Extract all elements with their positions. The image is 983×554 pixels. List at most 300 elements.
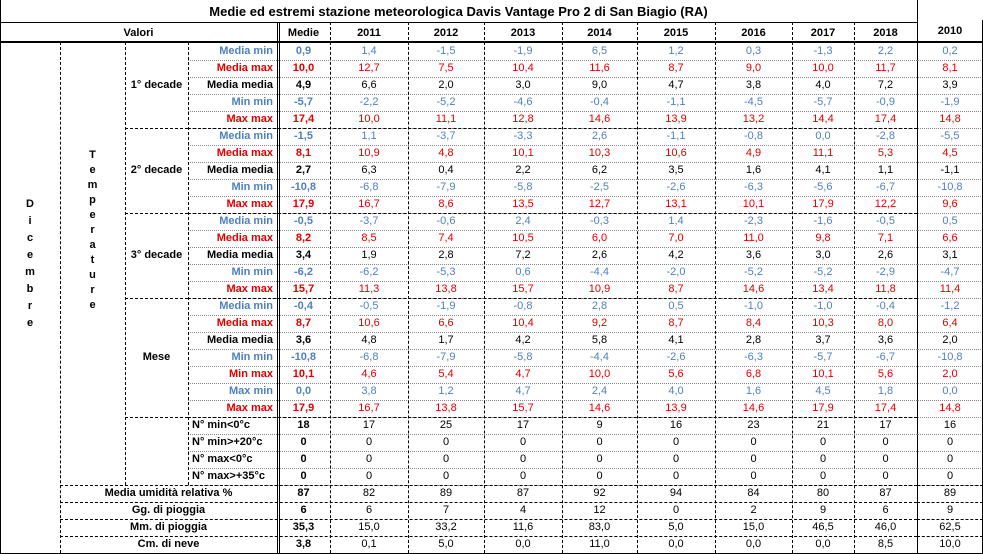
value-cell: -2,3 [744,215,763,227]
row-label: N° max<0°c [192,453,253,465]
header-year-2010: 2010 [937,24,963,37]
bottom-value-cell: 5,0 [668,521,684,533]
section-letter: T [89,148,96,161]
bottom-value-cell: 11,6 [512,521,534,533]
grid-line-v [484,22,485,553]
value-cell: 4,1 [815,164,831,176]
header-year-2012: 2012 [433,26,459,39]
header-year-2017: 2017 [810,26,836,39]
value-cell: 0 [519,436,527,448]
value-cell: 9,2 [591,317,608,329]
value-cell: 4,8 [361,334,377,346]
value-cell: 0 [750,453,757,465]
value-cell: 3,0 [815,249,831,261]
value-cell: 5,6 [668,368,684,380]
value-cell: 9,0 [591,79,608,91]
section-letter: e [89,208,96,221]
value-cell-2010: 0 [946,470,954,482]
row-label: N° max>+35°c [192,470,266,482]
value-cell: 7,5 [438,62,454,74]
value-cell: 4,9 [745,147,762,159]
value-cell: 2,4 [515,215,531,227]
value-cell: -3,7 [436,130,456,142]
value-cell: -2,6 [666,351,686,363]
value-cell: 15,7 [512,283,534,295]
value-cell: 13,1 [665,198,687,210]
value-cell-2010: 4,5 [942,147,958,159]
bottom-value-cell: 9 [819,504,827,516]
value-cell: 10,6 [358,317,380,329]
value-cell: 0 [750,470,757,482]
value-cell: 15,7 [512,402,534,414]
value-cell: 8,5 [361,232,377,244]
value-cell: 0,6 [515,266,531,278]
value-cell-2010: -1,1 [940,164,960,176]
value-cell: 0 [442,470,450,482]
value-cell: 10,3 [588,147,611,159]
month-letter: c [26,232,34,244]
grid-line-h [917,485,983,486]
value-cell-2010: 0,0 [942,385,958,397]
bottom-value-cell: 0,0 [515,538,531,550]
header-year-2014: 2014 [587,26,612,39]
value-cell: 2,4 [591,385,608,397]
row-label: Media max [216,62,273,74]
row-average: 0 [300,436,307,448]
value-cell: 0 [442,453,450,465]
grid-line-v [715,22,716,553]
value-cell: 10,6 [665,147,687,159]
value-cell: 1,6 [745,164,762,176]
bottom-value-cell: 5,0 [438,538,454,550]
month-letter: i [28,215,32,227]
month-letter: e [26,249,34,261]
value-cell: 6,3 [361,164,377,176]
value-cell: 14,6 [588,113,611,125]
value-cell: -5,2 [436,96,456,108]
value-cell: 3,7 [815,334,831,346]
value-cell-2010: -5,5 [940,130,960,142]
grid-line-h [125,417,188,418]
value-cell: 12,8 [512,113,534,125]
value-cell: -5,8 [513,181,533,193]
row-average: 8,1 [295,147,312,159]
row-label: Media min [219,300,273,312]
value-cell: 0 [672,470,680,482]
value-cell: 3,6 [745,249,762,261]
row-average: 15,7 [292,283,315,295]
value-cell: 10,4 [512,317,534,329]
value-cell: 0 [882,470,889,482]
value-cell: 13,9 [665,402,687,414]
grid-line-v [917,22,918,553]
value-cell: 5,8 [591,334,608,346]
value-cell: 17,9 [812,198,834,210]
bottom-value-cell: 82 [362,487,376,499]
bottom-value-cell: 80 [816,487,830,499]
bottom-value-cell: 92 [593,487,606,499]
value-cell: -0,3 [590,215,609,227]
value-cell: -5,7 [813,351,833,363]
value-cell: 6,2 [591,164,608,176]
value-cell: 5,4 [438,368,454,380]
value-cell: 13,9 [665,113,687,125]
value-cell: 1,7 [438,334,454,346]
row-label: Media min [219,45,273,57]
value-cell-2010: 3,1 [942,249,958,261]
value-cell: -2,8 [876,130,895,142]
bottom-value-cell-2010: 10,0 [939,538,961,550]
value-cell: 2,6 [877,249,894,261]
row-average: 10,1 [292,368,315,380]
row-average: 18 [297,419,310,431]
value-cell: -1,3 [813,45,833,57]
value-cell: -3,3 [513,130,533,142]
grid-line-v [792,22,793,553]
value-cell: 9,8 [815,232,831,244]
value-cell: 10,3 [812,317,834,329]
value-cell: -4,5 [744,96,763,108]
value-cell: -6,7 [876,351,895,363]
value-cell-2010: 14,8 [939,113,961,125]
period-label: 3° decade [130,249,183,261]
row-label: Max max [226,113,273,125]
value-cell: 8,7 [668,283,684,295]
section-letter: r [90,283,95,296]
value-cell: 17 [362,419,376,431]
row-label: Media max [216,147,273,159]
value-cell: -4,6 [513,96,533,108]
row-average: -0,4 [294,300,313,312]
value-cell: 3,5 [668,164,684,176]
value-cell: 1,4 [668,215,684,227]
value-cell: -7,9 [436,181,456,193]
value-cell: 2,6 [591,249,608,261]
value-cell: 17,4 [874,402,897,414]
bottom-row-average: 35,3 [292,521,315,533]
grid-line-v [562,22,563,553]
value-cell: -5,2 [813,266,833,278]
row-label: Media media [206,79,273,91]
value-cell: 1,9 [361,249,377,261]
value-cell: 0 [596,436,603,448]
row-average: 10,0 [292,62,315,74]
value-cell: 11,6 [589,62,610,74]
value-cell: 1,6 [745,385,762,397]
value-cell: -6,7 [876,181,895,193]
header-medie: Medie [287,26,320,39]
value-cell: -2,0 [666,266,686,278]
row-label: Media max [216,232,273,244]
row-label: Min min [231,96,273,108]
month-label-dicembre [0,43,60,485]
row-average: -5,7 [294,96,313,108]
value-cell: 11,1 [812,147,834,159]
value-cell: 0 [365,453,373,465]
value-cell: 1,8 [877,385,894,397]
value-cell: 25 [439,419,453,431]
value-cell: -6,2 [359,266,379,278]
row-label: Media media [206,334,273,346]
row-label: Min min [231,266,273,278]
value-cell: 9,0 [745,62,762,74]
value-cell: 7,2 [877,79,894,91]
value-cell: 10,5 [512,232,534,244]
value-cell: 5,6 [877,368,894,380]
row-label: Min min [231,351,273,363]
value-cell: 8,7 [668,317,684,329]
bottom-value-cell: 83,0 [588,521,611,533]
value-cell: -1,5 [436,45,456,57]
bottom-value-cell: 15,0 [742,521,765,533]
bottom-row-average: 3,8 [295,538,312,550]
bottom-value-cell: 6 [882,504,889,516]
value-cell: 17,9 [812,402,834,414]
row-label: Max max [226,402,273,414]
grid-line-v [854,22,855,553]
section-letter: r [90,223,95,236]
bottom-value-cell: 46,5 [812,521,834,533]
value-cell: 14,6 [742,283,765,295]
row-average: 8,2 [295,232,312,244]
value-cell: -5,8 [513,351,533,363]
value-cell: -0,4 [590,96,609,108]
value-cell: 10,0 [812,62,834,74]
bottom-row-label: Mm. di pioggia [130,521,207,533]
value-cell: 13,4 [812,283,834,295]
month-letter: e [26,317,34,329]
value-cell: 6,5 [591,45,608,57]
grid-line-h [188,298,917,299]
value-cell: 13,8 [435,283,457,295]
value-cell: 0 [672,453,680,465]
value-cell-2010: -1,2 [940,300,960,312]
value-cell-2010: 0 [946,436,954,448]
value-cell: 5,3 [877,147,894,159]
bottom-value-cell: 0 [672,504,680,516]
value-cell: 16,7 [358,402,380,414]
value-cell-2010: 2,0 [942,334,958,346]
value-cell: -5,7 [813,96,833,108]
value-cell-2010: -10,8 [937,351,963,363]
value-cell: 10,4 [512,62,534,74]
bottom-value-cell: 89 [439,487,453,499]
value-cell: 4,2 [515,334,531,346]
bottom-value-cell: 46,0 [874,521,897,533]
value-cell: 2,0 [438,79,454,91]
value-cell: 6,8 [745,368,762,380]
bottom-value-cell: 8,5 [877,538,894,550]
value-cell: 8,7 [668,62,684,74]
value-cell-2010: 0,2 [942,45,958,57]
value-cell: 1,1 [877,164,894,176]
row-label: Media min [219,215,273,227]
value-cell: 2,8 [438,249,454,261]
grid-line-v [408,22,409,553]
value-cell: 0,3 [745,45,762,57]
grid-line-v [637,22,638,553]
value-cell: 0,5 [668,300,684,312]
value-cell: -1,9 [513,45,533,57]
row-label: Media media [206,249,273,261]
bottom-value-cell: 94 [669,487,683,499]
value-cell: 6,6 [361,79,377,91]
value-cell: 2,2 [877,45,894,57]
value-cell: 4,1 [668,334,684,346]
grid-line-v [188,42,189,485]
month-letter: D [26,198,34,210]
grid-line-h [188,213,917,214]
value-cell: 3,6 [877,334,894,346]
value-cell: 0 [365,436,373,448]
value-cell-2010: 11,4 [939,283,961,295]
value-cell: -5,3 [436,266,456,278]
value-cell: 3,8 [745,79,762,91]
row-average: -10,8 [290,181,317,193]
value-cell: -1,0 [813,300,833,312]
value-cell: 21 [816,419,830,431]
value-cell: 9 [596,419,603,431]
value-cell: 2,6 [591,130,608,142]
bottom-value-cell-2010: 9 [946,504,954,516]
value-cell: 0 [519,470,527,482]
value-cell: -1,9 [436,300,456,312]
bottom-value-cell: 87 [516,487,530,499]
value-cell: 4,8 [438,147,454,159]
value-cell-2010: -4,7 [940,266,960,278]
value-cell: 2,8 [745,334,762,346]
bottom-row-average: 6 [300,504,307,516]
section-letter: a [89,238,96,251]
value-cell: 7,0 [668,232,684,244]
row-label: Min max [228,368,273,380]
value-cell: 0,0 [815,130,831,142]
value-cell-2010: 6,4 [942,317,958,329]
value-cell: 7,4 [438,232,454,244]
value-cell: 14,6 [588,402,611,414]
value-cell: 14,4 [812,113,834,125]
value-cell: -0,4 [876,300,895,312]
value-cell: 0 [819,470,827,482]
row-average: -1,5 [294,130,313,142]
value-cell: -0,8 [513,300,533,312]
value-cell-2010: 8,1 [942,62,958,74]
row-average: -6,2 [294,266,313,278]
value-cell-2010: 0 [946,453,954,465]
value-cell: -1,1 [666,96,686,108]
period-label: 2° decade [130,164,183,176]
row-label: Media max [216,317,273,329]
value-cell: 16 [669,419,683,431]
value-cell-2010: 3,9 [942,79,958,91]
value-cell: 2,2 [515,164,531,176]
value-cell: 0 [819,436,827,448]
value-cell: 0 [819,453,827,465]
bottom-value-cell-2010: 62,5 [939,521,961,533]
section-letter: m [87,178,98,191]
value-cell: 7,1 [877,232,894,244]
section-letter: e [89,163,96,176]
grid-line-h [60,536,917,537]
section-letter: t [90,253,95,266]
value-cell: -1,6 [813,215,833,227]
value-cell: 8,4 [745,317,762,329]
value-cell: 1,1 [361,130,377,142]
value-cell: 10,1 [812,368,834,380]
bottom-value-cell: 87 [879,487,892,499]
value-cell-2010: 9,6 [942,198,958,210]
value-cell: -0,8 [744,130,763,142]
value-cell-2010: 0,5 [942,215,958,227]
header-valori: Valori [123,26,154,39]
value-cell: 13,2 [742,113,765,125]
row-average: 8,7 [295,317,312,329]
value-cell: 4,7 [515,385,531,397]
value-cell-2010: -1,9 [940,96,960,108]
bottom-value-cell: 2 [750,504,757,516]
row-label: Media media [206,164,273,176]
value-cell: 3,8 [361,385,377,397]
value-cell: 10,9 [588,283,611,295]
bottom-value-cell: 84 [747,487,760,499]
row-average: 4,9 [295,79,312,91]
value-cell: -1,0 [744,300,763,312]
value-cell-2010: -10,8 [937,181,963,193]
value-cell: -5,6 [813,181,833,193]
value-cell: -2,9 [876,266,895,278]
value-cell: 10,0 [358,113,380,125]
bottom-value-cell: 4 [519,504,527,516]
value-cell: 11,8 [875,283,896,295]
value-cell-2010: 6,6 [942,232,958,244]
value-cell: 0 [750,436,757,448]
grid-line-h [188,417,917,418]
value-cell: -1,1 [666,130,686,142]
grid-line-v [60,42,61,553]
value-cell: 4,7 [668,79,684,91]
row-average: 17,4 [292,113,315,125]
value-cell-2010: 2,0 [942,368,958,380]
period-label: Mese [142,351,171,363]
bottom-value-cell: 33,2 [435,521,457,533]
row-average: 17,9 [292,198,315,210]
value-cell: 11,0 [743,232,764,244]
bottom-value-cell: 0,1 [361,538,377,550]
grid-line-v [330,22,331,553]
row-average: 0,0 [295,385,312,397]
value-cell: 3,0 [515,79,531,91]
grid-line-h [917,502,983,503]
row-average: 0 [300,453,307,465]
grid-line-h [917,536,983,537]
month-letter: r [27,300,33,312]
value-cell: 11,7 [875,62,896,74]
bottom-value-cell: 0,0 [668,538,684,550]
grid-line-h [60,485,917,486]
value-cell: 0 [519,453,527,465]
row-average: -10,8 [290,351,317,363]
value-cell: 0 [882,436,889,448]
bottom-value-cell: 15,0 [358,521,380,533]
value-cell: -4,4 [590,351,609,363]
row-average: 2,7 [295,164,312,176]
value-cell: -0,6 [436,215,456,227]
bottom-value-cell: 11,0 [589,538,610,550]
section-letter: u [89,268,96,281]
bottom-value-cell: 7 [442,504,450,516]
value-cell: 4,5 [815,385,831,397]
bottom-value-cell: 0,0 [745,538,762,550]
